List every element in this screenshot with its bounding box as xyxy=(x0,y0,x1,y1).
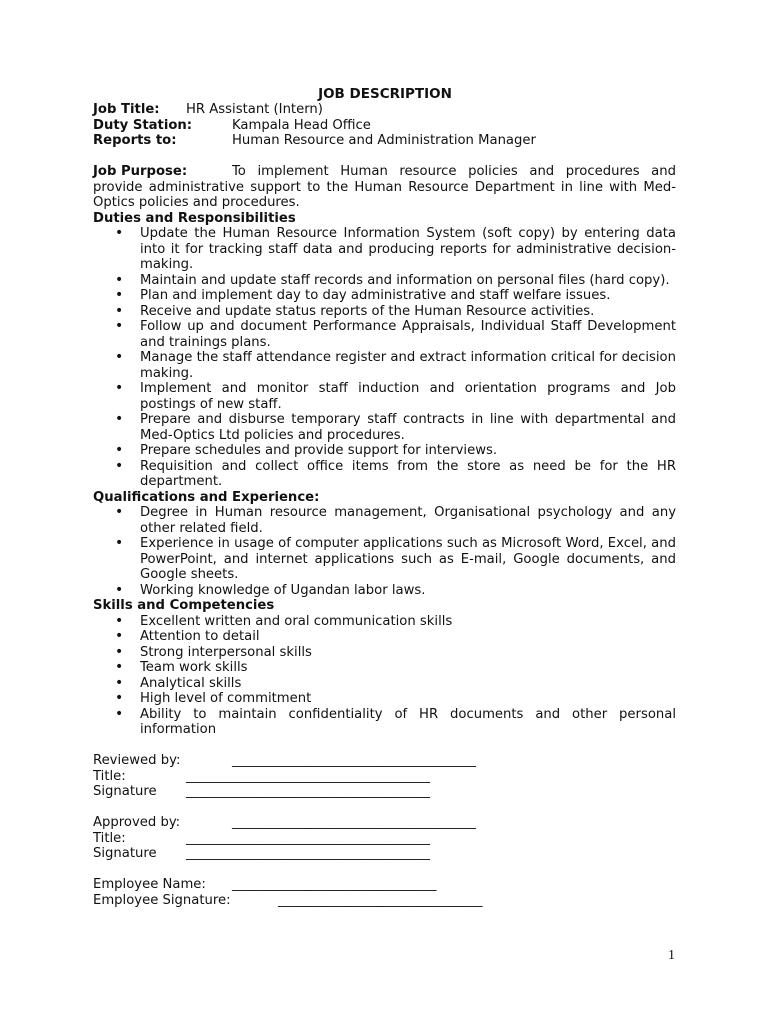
duties-heading: Duties and Responsibilities xyxy=(93,210,296,226)
list-item: • Team work skills xyxy=(93,660,676,676)
list-item: • Plan and implement day to day administrative and staff welfare issues. xyxy=(93,288,676,304)
list-item: • Working knowledge of Ugandan labor laws. xyxy=(93,583,676,599)
reviewed-by-line: _____________________________________ xyxy=(232,753,476,768)
list-item: • Manage the staff attendance register and extract information critical for decision making. xyxy=(93,350,676,381)
list-item: • Strong interpersonal skills xyxy=(93,645,676,661)
employee-name-line: _______________________________ xyxy=(232,877,437,892)
list-item: • Excellent written and oral communication skills xyxy=(93,614,676,630)
skills-heading: Skills and Competencies xyxy=(93,598,275,613)
page-number: 1 xyxy=(668,948,675,963)
list-item: • Prepare schedules and provide support for interviews. xyxy=(93,443,676,459)
title-label: Title: xyxy=(93,768,126,784)
qualifications-list xyxy=(93,505,676,598)
list-item: • Prepare and disburse temporary staff contracts in line with departmental and Med-Optics Ltd policies and procedures. xyxy=(93,412,676,443)
list-item: • Maintain and update staff records and information on personal files (hard copy). xyxy=(93,273,676,289)
list-item: • Analytical skills xyxy=(93,676,676,692)
reviewed-signature-row xyxy=(93,784,676,800)
list-item: • Update the Human Resource Information System (soft copy) by entering data into it for tracking staff data and producing reports for administrative decision-making. xyxy=(93,226,676,273)
duties-list xyxy=(93,226,676,490)
skills-list xyxy=(93,614,676,738)
job-purpose xyxy=(93,164,676,211)
job-title-value: HR Assistant (Intern) xyxy=(186,102,323,117)
title-label: Title: xyxy=(93,830,126,846)
duty-station-row xyxy=(93,118,676,134)
signature-label: Signature xyxy=(93,784,157,799)
qualifications-heading: Qualifications and Experience: xyxy=(93,489,320,505)
employee-name-label: Employee Name: xyxy=(93,877,206,892)
list-item: • Receive and update status reports of the Human Resource activities. xyxy=(93,304,676,320)
list-item: • Degree in Human resource management, Organisational psychology and any other related field. xyxy=(93,505,676,536)
approved-signature-row xyxy=(93,846,676,862)
list-item: • Experience in usage of computer applications such as Microsoft Word, Excel, and PowerPoint, and internet applications such as E-mail, Google documents, and Google sheets. xyxy=(93,536,676,583)
job-title-row xyxy=(93,102,676,118)
duty-station-label: Duty Station: xyxy=(93,117,193,133)
list-item: • Attention to detail xyxy=(93,629,676,645)
reports-to-row xyxy=(93,133,676,149)
approved-by-label: Approved by: xyxy=(93,815,181,830)
approved-title-row xyxy=(93,831,676,847)
reviewed-title-row xyxy=(93,769,676,785)
document-title: JOB DESCRIPTION xyxy=(318,86,452,102)
title-line: _____________________________________ xyxy=(186,768,430,784)
employee-name-row xyxy=(93,877,676,893)
reports-to-value: Human Resource and Administration Manager xyxy=(232,133,536,148)
list-item: • Requisition and collect office items from the store as need be for the HR department. xyxy=(93,459,676,490)
reviewed-by-label: Reviewed by: xyxy=(93,753,181,768)
reports-to-label: Reports to: xyxy=(93,133,177,148)
list-item: • Ability to maintain confidentiality of HR documents and other personal information xyxy=(93,707,676,738)
title-line: _____________________________________ xyxy=(186,830,430,846)
signature-line: _____________________________________ xyxy=(186,846,430,861)
document-body xyxy=(93,102,676,908)
list-item: • High level of commitment xyxy=(93,691,676,707)
signature-line: _____________________________________ xyxy=(186,784,430,799)
approved-by-line: _____________________________________ xyxy=(232,815,476,830)
reviewed-by-row xyxy=(93,753,676,769)
employee-signature-row xyxy=(93,893,676,909)
signature-label: Signature xyxy=(93,846,157,861)
duty-station-value: Kampala Head Office xyxy=(232,117,371,133)
list-item: • Follow up and document Performance Appraisals, Individual Staff Development and trainings plans. xyxy=(93,319,676,350)
list-item: • Implement and monitor staff induction and orientation programs and Job postings of new staff. xyxy=(93,381,676,412)
job-title-label: Job Title: xyxy=(93,102,160,117)
approved-by-row xyxy=(93,815,676,831)
job-purpose-label: Job Purpose: xyxy=(93,164,188,179)
job-purpose-text: To implement Human resource policies and procedures and provide administrative support to the Human Resource Department in line with Med-Optics policies and procedures. xyxy=(93,164,676,210)
employee-signature-line: _______________________________ xyxy=(278,892,483,908)
employee-signature-label: Employee Signature: xyxy=(93,892,231,908)
